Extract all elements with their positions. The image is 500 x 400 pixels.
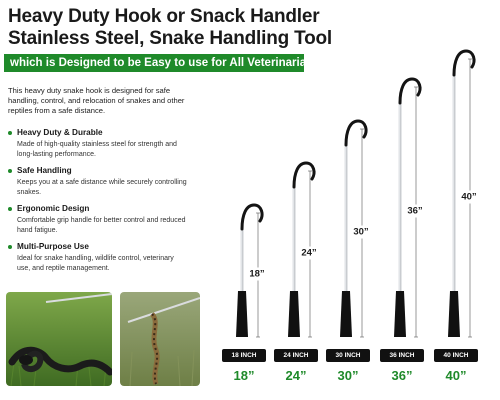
hook-grip xyxy=(448,291,460,337)
size-label: 40” xyxy=(445,368,467,383)
length-label: 30” xyxy=(353,226,369,238)
length-label: 24” xyxy=(301,247,317,259)
feature-title: Safe Handling xyxy=(17,166,72,175)
feature-title: Multi-Purpose Use xyxy=(17,242,89,251)
hook-head xyxy=(346,121,366,145)
size-label: 36” xyxy=(391,368,413,383)
hook-head xyxy=(294,163,314,187)
feature-body: Made of high-quality stainless steel for strength and long-lasting performance. xyxy=(17,141,177,158)
size-badge: 18 INCH xyxy=(222,349,266,362)
size-label: 30” xyxy=(337,368,359,383)
title-line-1: Heavy Duty Hook or Snack Handler xyxy=(8,6,320,27)
hook-head xyxy=(242,205,262,229)
size-badge: 40 INCH xyxy=(434,349,478,362)
size-badge: 30 INCH xyxy=(326,349,370,362)
feature-body: Comfortable grip handle for better control and reduced hand fatigue. xyxy=(17,217,186,234)
feature-body: Ideal for snake handling, wildlife control, veterinary use, and reptile management. xyxy=(17,255,174,272)
hook-head xyxy=(400,79,420,103)
size-badge: 24 INCH xyxy=(274,349,318,362)
feature-title: Heavy Duty & Durable xyxy=(17,128,103,137)
length-label: 40” xyxy=(461,191,477,203)
hook-grip xyxy=(288,291,300,337)
size-label: 24” xyxy=(285,368,307,383)
hook-grip xyxy=(394,291,406,337)
feature-body: Keeps you at a safe distance while securely controlling snakes. xyxy=(17,179,187,196)
length-label: 36” xyxy=(407,205,423,217)
hook-grip xyxy=(236,291,248,337)
hook-grip xyxy=(340,291,352,337)
hook-head xyxy=(454,51,474,75)
green-banner: which is Designed to be Easy to use for All Veterinarians xyxy=(4,54,304,72)
intro-text: This heavy duty snake hook is designed for safe handling, control, and relocation of snakes and other reptiles from a safe distance. xyxy=(8,86,185,115)
title-line-2: Stainless Steel, Snake Handling Tool xyxy=(8,28,332,49)
feature-title: Ergonomic Design xyxy=(17,204,90,213)
size-badge: 36 INCH xyxy=(380,349,424,362)
length-label: 18” xyxy=(249,268,265,280)
size-label: 18” xyxy=(233,368,255,383)
